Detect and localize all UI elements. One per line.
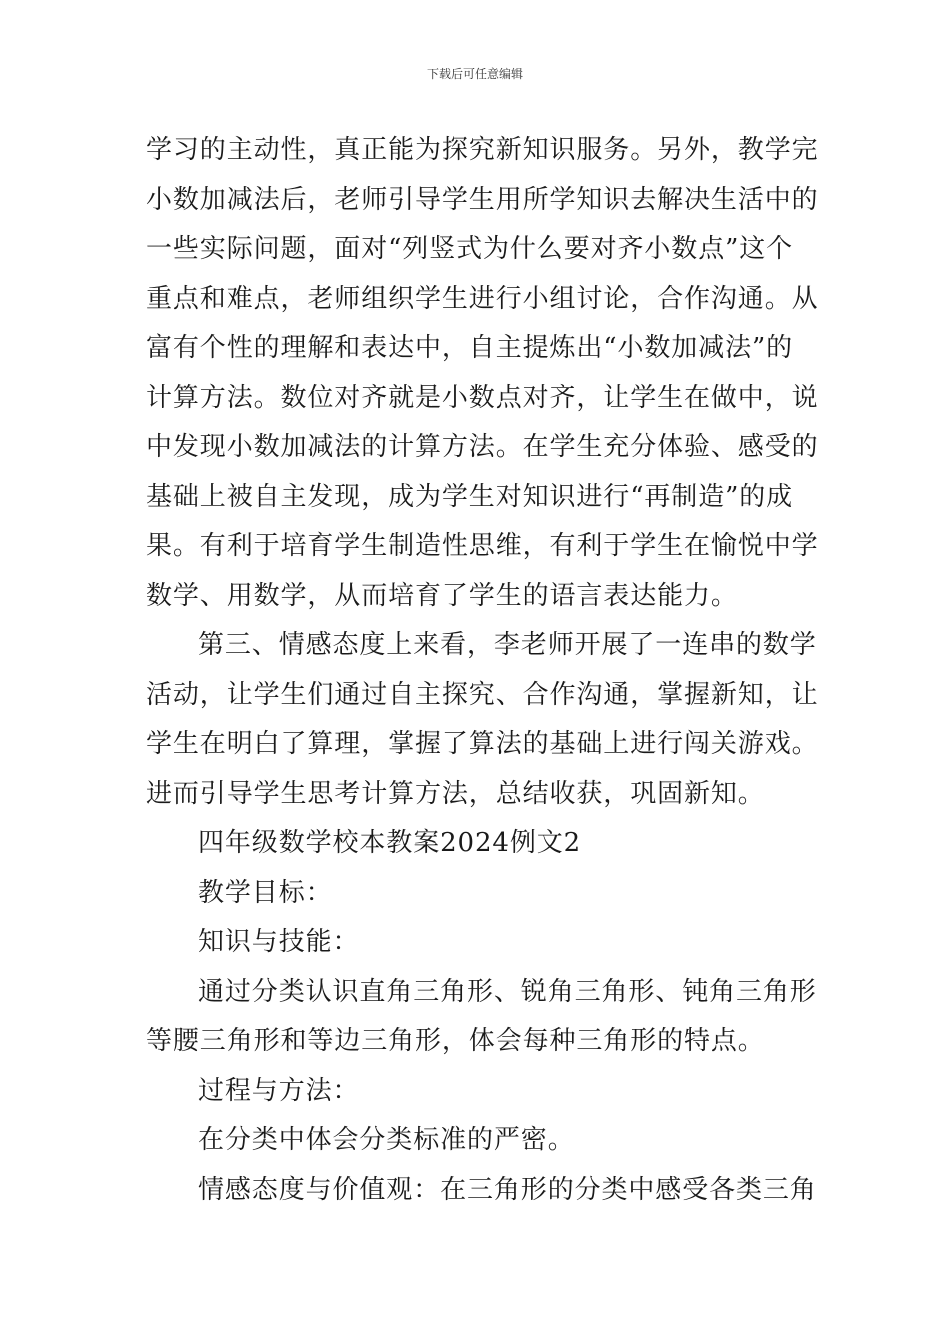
section-heading (146, 819, 811, 869)
text-line: 果。有利于培育学生制造性思维，有利于学生在愉悦中学 (146, 531, 819, 561)
text-line: 基础上被自主发现，成为学生对知识进行“再制造”的成 (146, 481, 794, 512)
paragraph-values (146, 1166, 817, 1216)
knowledge-skills-label (146, 918, 811, 968)
text-line: 数学、用数学，从而培育了学生的语言表达能力。 (146, 580, 738, 611)
text-line: 计算方法。数位对齐就是小数点对齐，让学生在做中，说 (146, 382, 819, 413)
paragraph-knowledge (146, 968, 817, 1067)
process-method-label (146, 1067, 811, 1117)
paragraph-2 (146, 621, 819, 819)
text-line: 进而引导学生思考计算方法，总结收获，巩固新知。 (146, 778, 765, 809)
teaching-objectives-label (146, 869, 811, 919)
document-body (146, 126, 819, 1215)
text-line: 小数加减法后，老师引导学生用所学知识去解决生活中的 (146, 184, 819, 215)
text-line: 中发现小数加减法的计算方法。在学生充分体验、感受的 (146, 432, 819, 462)
text-line: 在分类中体会分类标准的严密。 (198, 1125, 575, 1155)
text-line: 重点和难点，老师组织学生进行小组讨论，合作沟通。从 (146, 283, 819, 314)
paragraph-process (146, 1116, 811, 1166)
text-line: 一些实际问题，面对“列竖式为什么要对齐小数点”这个 (146, 234, 794, 264)
text-line: 等腰三角形和等边三角形，体会每种三角形的特点。 (146, 1026, 765, 1056)
page-header: 下载后可任意编辑 (426, 67, 523, 81)
text-line: 通过分类认识直角三角形、锐角三角形、钝角三角形 (198, 976, 817, 1007)
text-line: 学生在明白了算理，掌握了算法的基础上进行闯关游戏。 (146, 729, 819, 759)
text-line: 学习的主动性，真正能为探究新知识服务。另外，教学完 (146, 135, 819, 165)
paragraph-1 (146, 126, 819, 621)
text-line: 情感态度与价值观：在三角形的分类中感受各类三角 (198, 1174, 817, 1205)
text-line: 四年级数学校本教案2024例文2 (198, 828, 582, 858)
text-line: 活动，让学生们通过自主探究、合作沟通，掌握新知，让 (146, 679, 819, 710)
text-line: 第三、情感态度上来看，李老师开展了一连串的数学 (198, 630, 817, 660)
text-line: 教学目标： (198, 877, 333, 908)
text-line: 知识与技能： (198, 927, 360, 957)
text-line: 富有个性的理解和表达中，自主提炼出“小数加减法”的 (146, 333, 794, 363)
text-line: 过程与方法： (198, 1075, 360, 1106)
